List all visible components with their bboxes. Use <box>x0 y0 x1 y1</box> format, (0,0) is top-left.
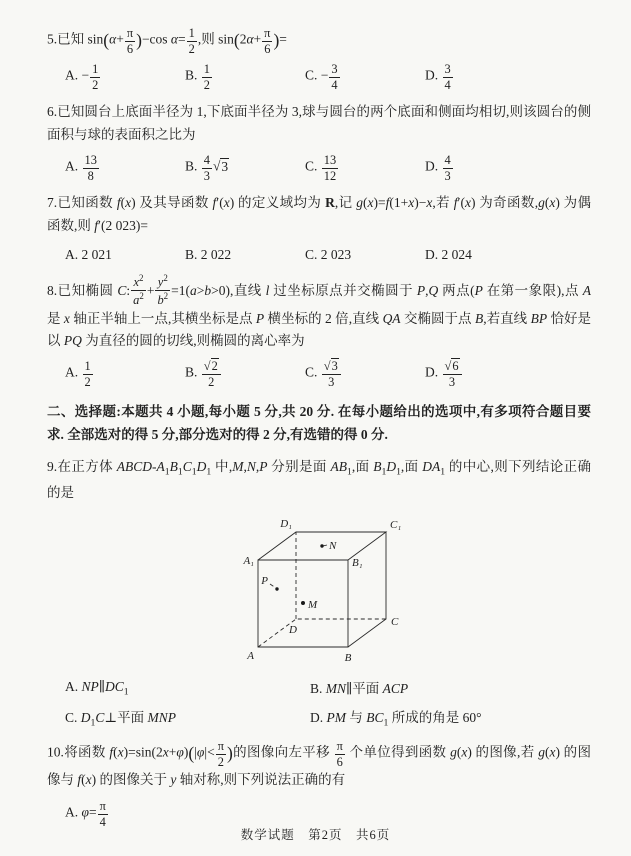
option-c: C. 2 023 <box>305 246 352 262</box>
option-d: D. $\frac{4}{3}$ <box>425 153 451 184</box>
vertex-label-a1: A₁ <box>243 555 254 568</box>
question-5-options <box>47 63 591 92</box>
p-leader-line <box>270 584 276 588</box>
option-d: D. $\frac{3}{4}$ <box>425 62 451 93</box>
vertex-label-c1: C₁ <box>390 519 402 532</box>
section-2-header: 二、选择题:本题共 4 小题,每小题 5 分,共 20 分. 在每小题给出的选项中,有多项符合题目要求. 全部选对的得 5 分,部分选对的得 2 分,有选错的得 0 分. <box>47 404 591 443</box>
option-b: B. 2 022 <box>185 246 232 262</box>
question-7-options <box>47 245 591 265</box>
question-9 <box>47 456 591 731</box>
option-c: C. $D_1C\perp$平面 MNP <box>65 709 176 729</box>
option-a: A. 2 021 <box>65 246 112 262</box>
question-5-stem: 5.已知 sin(α+ $\frac{\pi}{6}$ )−cos α= $\frac{1}{2}$ ,则 sin(2α+ $\frac{\pi}{6}$ )= <box>47 26 287 57</box>
vertex-label-d: D <box>289 624 297 637</box>
question-7 <box>47 192 591 265</box>
question-9-options-row-2 <box>47 708 591 731</box>
question-6 <box>47 101 591 183</box>
point-n-dot <box>320 545 323 548</box>
option-b: B. $\frac{√2}{2}$ <box>185 360 305 389</box>
point-label-n: N <box>329 540 337 553</box>
vertex-label-b1: B₁ <box>352 557 363 570</box>
point-label-m: M <box>308 599 318 612</box>
question-8-stem: 8.已知椭圆 C: $\frac{x^2}{a^2}$ + $\frac{y^2}{b^2}$ =1(a>b>0),直线 l 过坐标原点并交椭圆于 P,Q 两点(P 在第一象限),点 A 是 x 轴正半轴上一点,其横坐标是点 P 横坐标的 2 倍,直线 QA 交椭圆于点 B,若直线 BP 恰好是以 PQ 为直径的圆的切线,则椭圆的离心率为 <box>47 273 592 349</box>
vertex-label-b: B <box>344 652 352 665</box>
question-8 <box>47 274 591 389</box>
cube-right-edges <box>348 532 386 647</box>
point-m-dot <box>301 601 305 605</box>
question-9-stem: 9.在正方体 ABCD-$A_1B_1C_1D_1$ 中,M,N,P 分别是面 $AB_1$,面 $B_1D_1$,面 $DA_1$ 的中心,则下列结论正确的是 <box>47 459 592 500</box>
page-footer: 数学试题 第2页 共6页 <box>240 828 391 842</box>
option-b: B. MN∥平面 ACP <box>310 680 409 696</box>
option-b: B. $\frac{4}{3}$ √3 <box>185 153 229 184</box>
option-a: A. $NP\parallel DC_1$ <box>65 679 129 699</box>
option-a: A. $\frac{1}{2}$ <box>65 359 91 390</box>
option-a: A. $\frac{13}{8}$ <box>65 153 97 184</box>
option-a: A. − $\frac{1}{2}$ <box>65 62 99 93</box>
question-6-stem: 6.已知圆台上底面半径为 1,下底面半径为 3,球与圆台的两个底面和侧面均相切,则该圆台的侧面积与球的表面积之比为 <box>47 104 591 143</box>
vertex-label-d1: D₁ <box>280 518 292 531</box>
option-c: C. $\frac{√3}{3}$ <box>305 360 425 389</box>
point-label-p: P <box>261 575 268 588</box>
option-c: C. − $\frac{3}{4}$ <box>305 62 338 93</box>
vertex-label-a: A <box>247 650 254 663</box>
option-d: D. 2 024 <box>425 246 472 262</box>
question-10 <box>47 740 591 829</box>
cube-svg <box>230 512 440 670</box>
question-6-options <box>47 154 591 183</box>
question-7-stem: 7.已知函数 f(x) 及其导函数 f′(x) 的定义域均为 R,记 g(x)=f(1+x)−x,若 f′(x) 为奇函数,g(x) 为偶函数,则 f′(2 023)= <box>47 195 592 233</box>
question-8-options <box>47 360 591 389</box>
question-9-options-row-1 <box>47 677 591 700</box>
option-b: B. $\frac{1}{2}$ <box>185 62 210 93</box>
question-5 <box>47 27 591 92</box>
question-10-stem: 10.将函数 f(x)=sin(2x+φ)(|φ|< $\frac{\pi}{2}$ )的图像向左平移 $\frac{\pi}{6}$ 个单位得到函数 g(x) 的图像,若 g(x) 的图像与 f(x) 的图像关于 y 轴对称,则下列说法正确的有 <box>47 739 592 788</box>
option-d: D. PM 与 $BC_1$ 所成的角是 60° <box>310 709 482 729</box>
cube-figure <box>230 512 591 670</box>
vertex-label-c: C <box>391 616 399 629</box>
point-p-dot <box>275 588 278 591</box>
option-c: C. $\frac{13}{12}$ <box>305 153 337 184</box>
option-d: D. $\frac{√6}{3}$ <box>425 360 463 389</box>
option-a: A. φ= $\frac{\pi}{4}$ <box>65 799 106 830</box>
